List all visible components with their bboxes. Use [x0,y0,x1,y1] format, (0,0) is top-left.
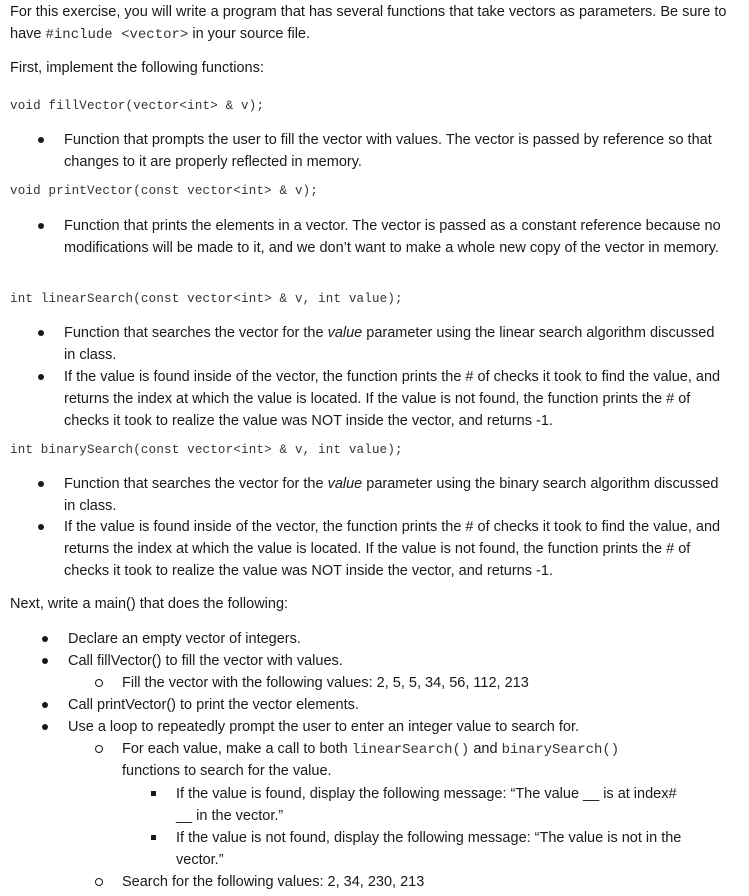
binarysearch-signature: int binarySearch(const vector<int> & v, int value); [10,443,403,457]
bullet-dot [42,658,48,664]
binarysearch-behavior: If the value is found inside of the vector, the function prints the # of checks it took to find the value, and returns the index at which the value is located. If the value is not found, the function prints the # of checks it took to realize the value was NOT inside the vector, and returns -1. [64,519,721,579]
square-bullet [151,835,156,840]
bullet-dot [42,724,48,730]
found-message-line2: __ in the vector.” [176,808,284,824]
bullet-dot [38,330,44,336]
intro-paragraph [10,1,735,46]
main-step-search-values: Search for the following values: 2, 34, 230, 213 [122,874,425,890]
bullet-dot [38,524,44,530]
main-step-print: Call printVector() to print the vector elements. [68,697,359,713]
circle-bullet [95,878,103,886]
value-emphasis: value [327,476,363,492]
intro-text: For this exercise, you will write a program that has several functions that take vectors as parameters. Be sure to have [10,4,727,42]
square-bullet [151,791,156,796]
bullet-dot [42,636,48,642]
bullet-dot [42,702,48,708]
binarysearch-desc-post: parameter using the binary search algorithm discussed in class. [64,476,719,514]
bullet-dot [38,481,44,487]
linearsearch-signature: int linearSearch(const vector<int> & v, int value); [10,292,403,306]
main-step-loop: Use a loop to repeatedly prompt the user to enter an integer value to search for. [68,719,580,735]
intro-text-end: in your source file. [188,26,311,42]
printvector-description: Function that prints the elements in a vector. The vector is passed as a constant reference because no modifications will be made to it, and we don’t want to make a whole new copy of the vector in memory. [64,218,721,256]
main-heading: Next, write a main() that does the following: [10,596,289,612]
main-step-declare: Declare an empty vector of integers. [68,631,301,647]
circle-bullet [95,745,103,753]
linearsearch-desc-post: parameter using the linear search algorithm discussed in class. [64,325,715,363]
linearsearch-description [64,322,724,366]
include-code: #include <vector> [45,27,189,43]
search-calls-pre: For each value, make a call to both [122,741,352,757]
search-calls-mid: and [469,741,502,757]
notfound-message-line2: vector.” [176,852,224,868]
binarysearch-code: binarySearch() [501,742,620,758]
first-heading: First, implement the following functions: [10,60,264,76]
bullet-dot [38,374,44,380]
binarysearch-desc-pre: Function that searches the vector for the [64,476,328,492]
main-step-fill: Call fillVector() to fill the vector with values. [68,653,343,669]
search-calls-post: functions to search for the value. [122,763,332,779]
fillvector-signature: void fillVector(vector<int> & v); [10,99,265,113]
bullet-dot [38,137,44,143]
linearsearch-code: linearSearch() [351,742,470,758]
linearsearch-behavior: If the value is found inside of the vector, the function prints the # of checks it took to find the value, and returns the index at which the value is located. If the value is not found, the function prints the # of checks it took to realize the value was NOT inside the vector, and returns -1. [64,369,721,429]
binarysearch-description [64,473,724,517]
main-step-fill-values: Fill the vector with the following values: 2, 5, 5, 34, 56, 112, 213 [122,675,529,691]
printvector-signature: void printVector(const vector<int> & v); [10,184,319,198]
value-emphasis: value [327,325,363,341]
main-step-search-calls [122,738,722,761]
fillvector-description: Function that prompts the user to fill the vector with values. The vector is passed by reference so that changes to it are properly reflected in memory. [64,132,712,170]
bullet-dot [38,223,44,229]
notfound-message-line1: If the value is not found, display the following message: “The value is not in the [176,830,682,846]
found-message-line1: If the value is found, display the following message: “The value __ is at index# [176,786,677,802]
circle-bullet [95,679,103,687]
linearsearch-desc-pre: Function that searches the vector for the [64,325,328,341]
